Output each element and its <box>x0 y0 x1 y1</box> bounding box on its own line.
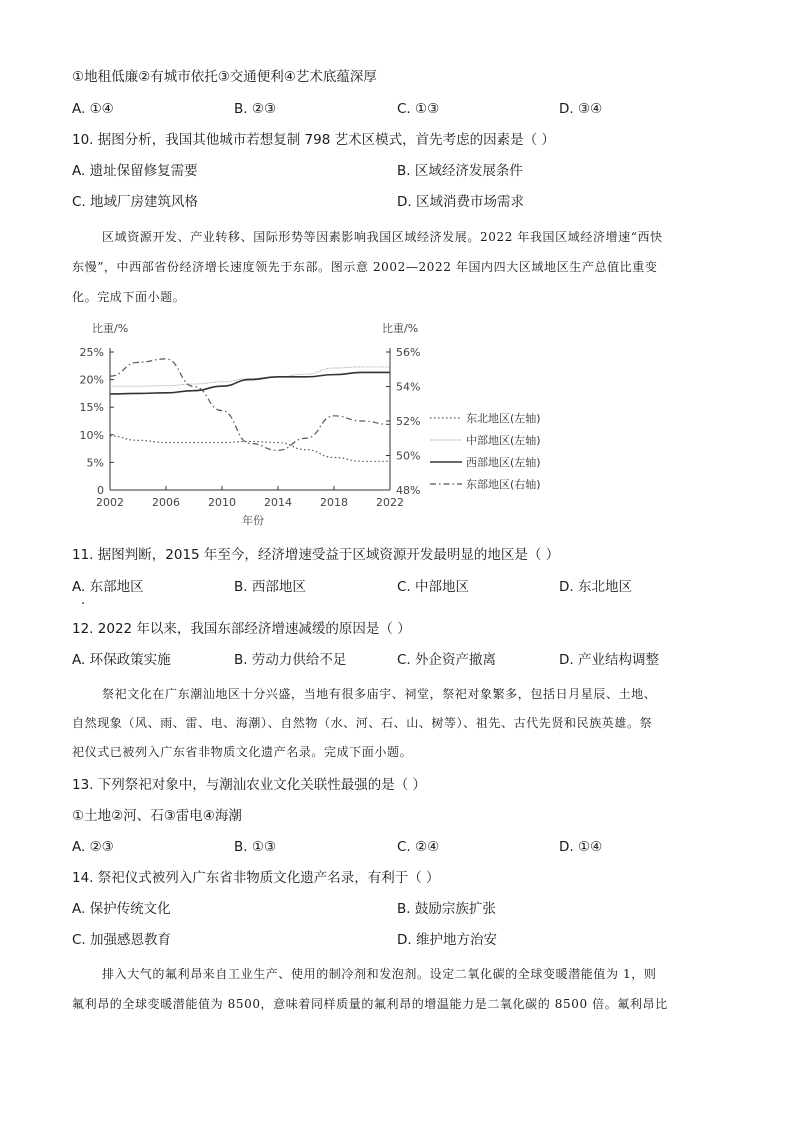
q9-option-a[interactable]: A. ①④ <box>72 101 114 117</box>
chart-series <box>110 359 390 461</box>
left-axis-label: 比重/% <box>92 322 129 335</box>
passage3-line1: 排入大气的氟利昂来自工业生产、使用的制冷剂和发泡剂。设定二氧化碳的全球变暖潜能值为 1，则 <box>102 967 657 981</box>
right-tick-label: 48% <box>396 484 421 497</box>
q10-option-d[interactable]: D. 区域消费市场需求 <box>397 194 524 210</box>
q14-option-c[interactable]: C. 加强感恩教育 <box>72 932 172 948</box>
left-tick-label: 10% <box>79 428 104 442</box>
legend-label-3: 东部地区(右轴) <box>466 478 541 491</box>
q10-stem: 10. 据图分析，我国其他城市若想复制 798 艺术区模式，首先考虑的因素是（ ） <box>72 132 555 148</box>
x-tick-label: 2014 <box>264 496 292 509</box>
chart-axes <box>80 346 421 509</box>
right-tick-label: 50% <box>396 449 421 463</box>
q11-option-b[interactable]: B. 西部地区 <box>234 579 306 595</box>
passage1-line1: 区域资源开发、产业转移、国际形势等因素影响我国区域经济发展。2022 年我国区域经济增速“西快 <box>102 230 663 244</box>
q12-option-c[interactable]: C. 外企资产撤离 <box>397 652 497 668</box>
x-tick-label: 2010 <box>208 496 236 509</box>
legend-label-0: 东北地区(左轴) <box>466 412 541 425</box>
q13-option-a[interactable]: A. ②③ <box>72 839 114 855</box>
q10-option-a[interactable]: A. 遗址保留修复需要 <box>72 163 198 179</box>
legend-label-1: 中部地区(左轴) <box>466 434 541 447</box>
q10-option-b[interactable]: B. 区域经济发展条件 <box>397 163 523 179</box>
chart-legend <box>430 411 541 491</box>
q10-option-c[interactable]: C. 地域厂房建筑风格 <box>72 194 199 210</box>
q14-option-d[interactable]: D. 维护地方治安 <box>397 932 497 948</box>
x-tick-label: 2018 <box>320 496 348 509</box>
q9-option-b[interactable]: B. ②③ <box>234 101 277 117</box>
q13-option-b[interactable]: B. ①③ <box>234 839 277 855</box>
left-tick-label: 5% <box>86 456 104 470</box>
q11-stem: 11. 据图判断，2015 年至今，经济增速受益于区域资源开发最明显的地区是（ ） <box>72 547 560 563</box>
passage1-line3: 化。完成下面小题。 <box>72 290 186 304</box>
right-tick-label: 56% <box>396 346 421 359</box>
q9-option-c[interactable]: C. ①③ <box>397 101 440 117</box>
stray-mark <box>82 602 84 604</box>
q12-option-a[interactable]: A. 环保政策实施 <box>72 652 171 668</box>
right-tick-label: 54% <box>396 380 421 394</box>
q11-option-c[interactable]: C. 中部地区 <box>397 579 470 595</box>
left-tick-label: 0 <box>97 484 104 497</box>
passage2-line1: 祭祀文化在广东潮汕地区十分兴盛，当地有很多庙宇、祠堂，祭祀对象繁多，包括日月星辰、土地、 <box>102 687 657 701</box>
legend-label-2: 西部地区(左轴) <box>466 456 541 469</box>
q9-option-d[interactable]: D. ③④ <box>559 101 603 117</box>
right-tick-label: 52% <box>396 415 421 428</box>
q14-stem: 14. 祭祀仪式被列入广东省非物质文化遗产名录，有利于（ ） <box>72 870 440 886</box>
q14-option-a[interactable]: A. 保护传统文化 <box>72 901 171 917</box>
right-axis-label: 比重/% <box>382 322 419 335</box>
x-tick-label: 2002 <box>96 496 124 509</box>
passage2-line2: 自然现象（风、雨、雷、电、海潮）、自然物（水、河、石、山、树等）、祖先、古代先贤和民族英雄。祭 <box>72 716 653 730</box>
series-line-0 <box>110 436 390 461</box>
q12-option-d[interactable]: D. 产业结构调整 <box>559 652 659 668</box>
x-tick-label: 2006 <box>152 496 180 509</box>
left-tick-label: 15% <box>79 401 104 415</box>
series-line-2 <box>110 372 390 394</box>
q13-option-d[interactable]: D. ①④ <box>559 839 603 855</box>
q13-stem: 13. 下列祭祀对象中，与潮汕农业文化关联性最强的是（ ） <box>72 777 427 793</box>
x-tick-label: 2022 <box>376 496 404 509</box>
q12-stem: 12. 2022 年以来，我国东部经济增速减缓的原因是（ ） <box>72 621 411 637</box>
left-tick-label: 25% <box>79 346 104 359</box>
q13-statement: ①土地②河、石③雷电④海潮 <box>72 808 242 824</box>
q11-option-d[interactable]: D. 东北地区 <box>559 579 632 595</box>
gdp-share-chart <box>0 318 794 538</box>
q14-option-b[interactable]: B. 鼓励宗族扩张 <box>397 901 496 917</box>
q12-option-b[interactable]: B. 劳动力供给不足 <box>234 652 347 668</box>
x-axis-label: 年份 <box>242 514 264 527</box>
passage1-line2: 东慢”，中西部省份经济增长速度领先于东部。图示意 2002—2022 年国内四大区域地区生产总值比重变 <box>72 260 658 274</box>
passage3-line2: 氟利昂的全球变暖潜能值为 8500，意味着同样质量的氟利昂的增温能力是二氧化碳的 8500 倍。氟利昂比 <box>72 997 668 1011</box>
q9-statement: ①地租低廉②有城市依托③交通便利④艺术底蕴深厚 <box>72 69 377 85</box>
series-line-1 <box>110 367 390 386</box>
q11-option-a[interactable]: A. 东部地区 <box>72 579 144 595</box>
left-tick-label: 20% <box>79 373 104 387</box>
q13-option-c[interactable]: C. ②④ <box>397 839 440 855</box>
series-line-3 <box>110 359 390 450</box>
passage2-line3: 祀仪式已被列入广东省非物质文化遗产名录。完成下面小题。 <box>72 745 413 759</box>
